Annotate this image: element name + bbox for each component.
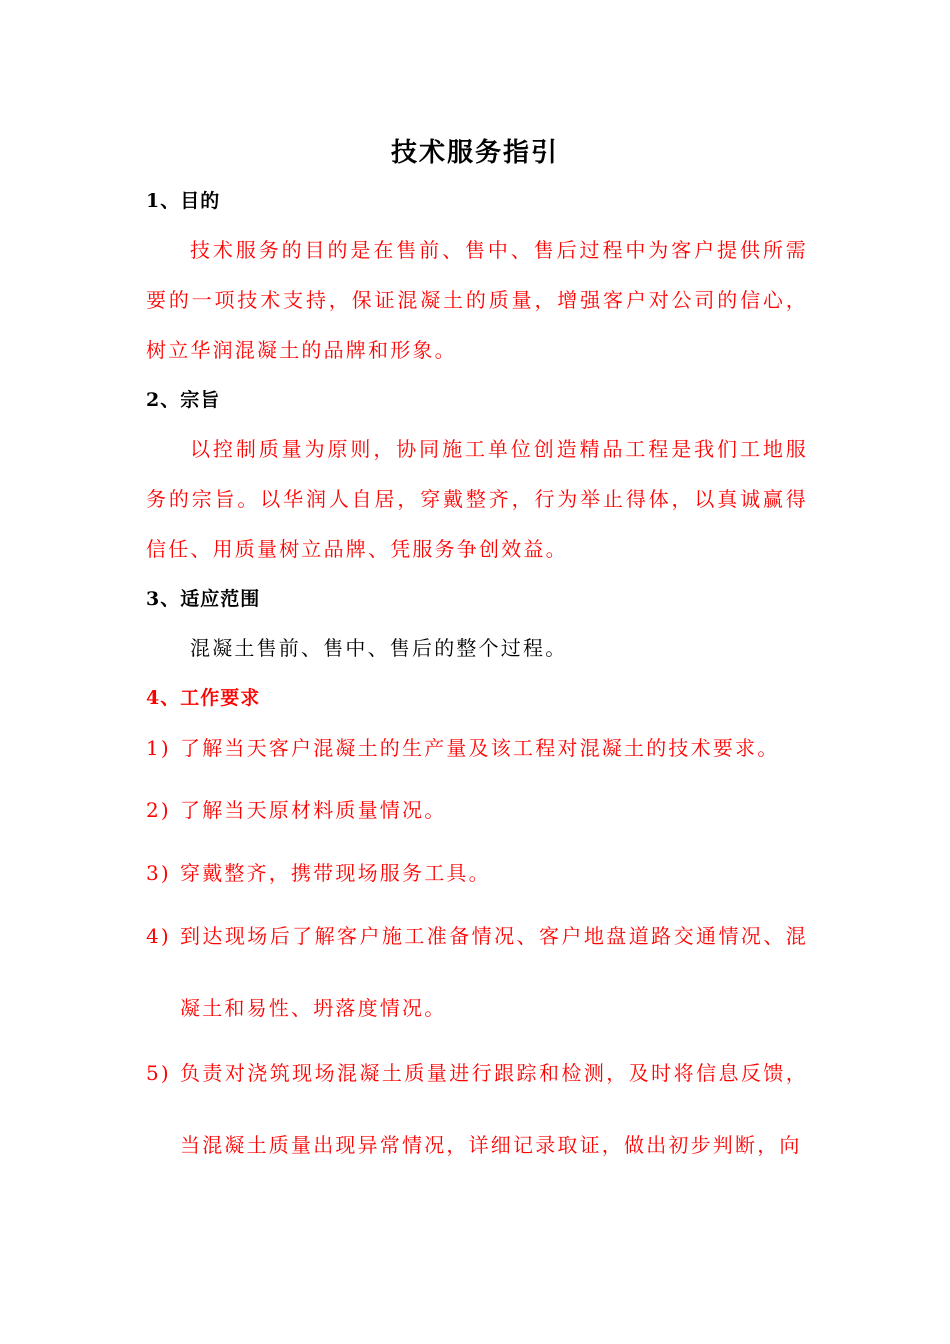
list-item [146, 774, 808, 846]
section-heading-scope: 3、适应范围 [146, 588, 261, 610]
list-item-number: 1) [146, 736, 171, 760]
list-item-number: 2) [146, 798, 171, 822]
list-item-number: 4) [146, 924, 171, 948]
section-body-tenet: 以控制质量为原则，协同施工单位创造精品工程是我们工地服务的宗旨。以华润人自居，穿戴整齐，行为举止得体，以真诚赢得信任、用质量树立品牌、凭服务争创效益。 [146, 437, 808, 561]
list-item [146, 900, 808, 1044]
list-item-text: 到达现场后了解客户施工准备情况、客户地盘道路交通情况、混凝土和易性、坍落度情况。 [180, 924, 808, 1020]
section-body-scope: 混凝土售前、售中、售后的整个过程。 [190, 636, 568, 660]
list-item-number: 5) [146, 1061, 171, 1085]
list-item-text: 穿戴整齐，携带现场服务工具。 [180, 861, 491, 885]
list-item-text: 负责对浇筑现场混凝土质量进行跟踪和检测，及时将信息反馈，当混凝土质量出现异常情况，详细记录取证，做出初步判断，向 [180, 1061, 808, 1157]
section-heading-tenet: 2、宗旨 [146, 389, 221, 411]
section-heading-requirements: 4、工作要求 [146, 687, 261, 709]
page-title: 技术服务指引 [390, 138, 559, 168]
list-item-text: 了解当天客户混凝土的生产量及该工程对混凝土的技术要求。 [180, 736, 780, 760]
section-heading-purpose: 1、目的 [146, 190, 221, 212]
list-item-number: 3) [146, 861, 171, 885]
section-body-purpose: 技术服务的目的是在售前、售中、售后过程中为客户提供所需要的一项技术支持，保证混凝土的质量，增强客户对公司的信心，树立华润混凝土的品牌和形象。 [146, 238, 808, 362]
list-item-text: 了解当天原材料质量情况。 [180, 798, 447, 822]
list-item [146, 837, 808, 909]
list-item [146, 1037, 808, 1181]
